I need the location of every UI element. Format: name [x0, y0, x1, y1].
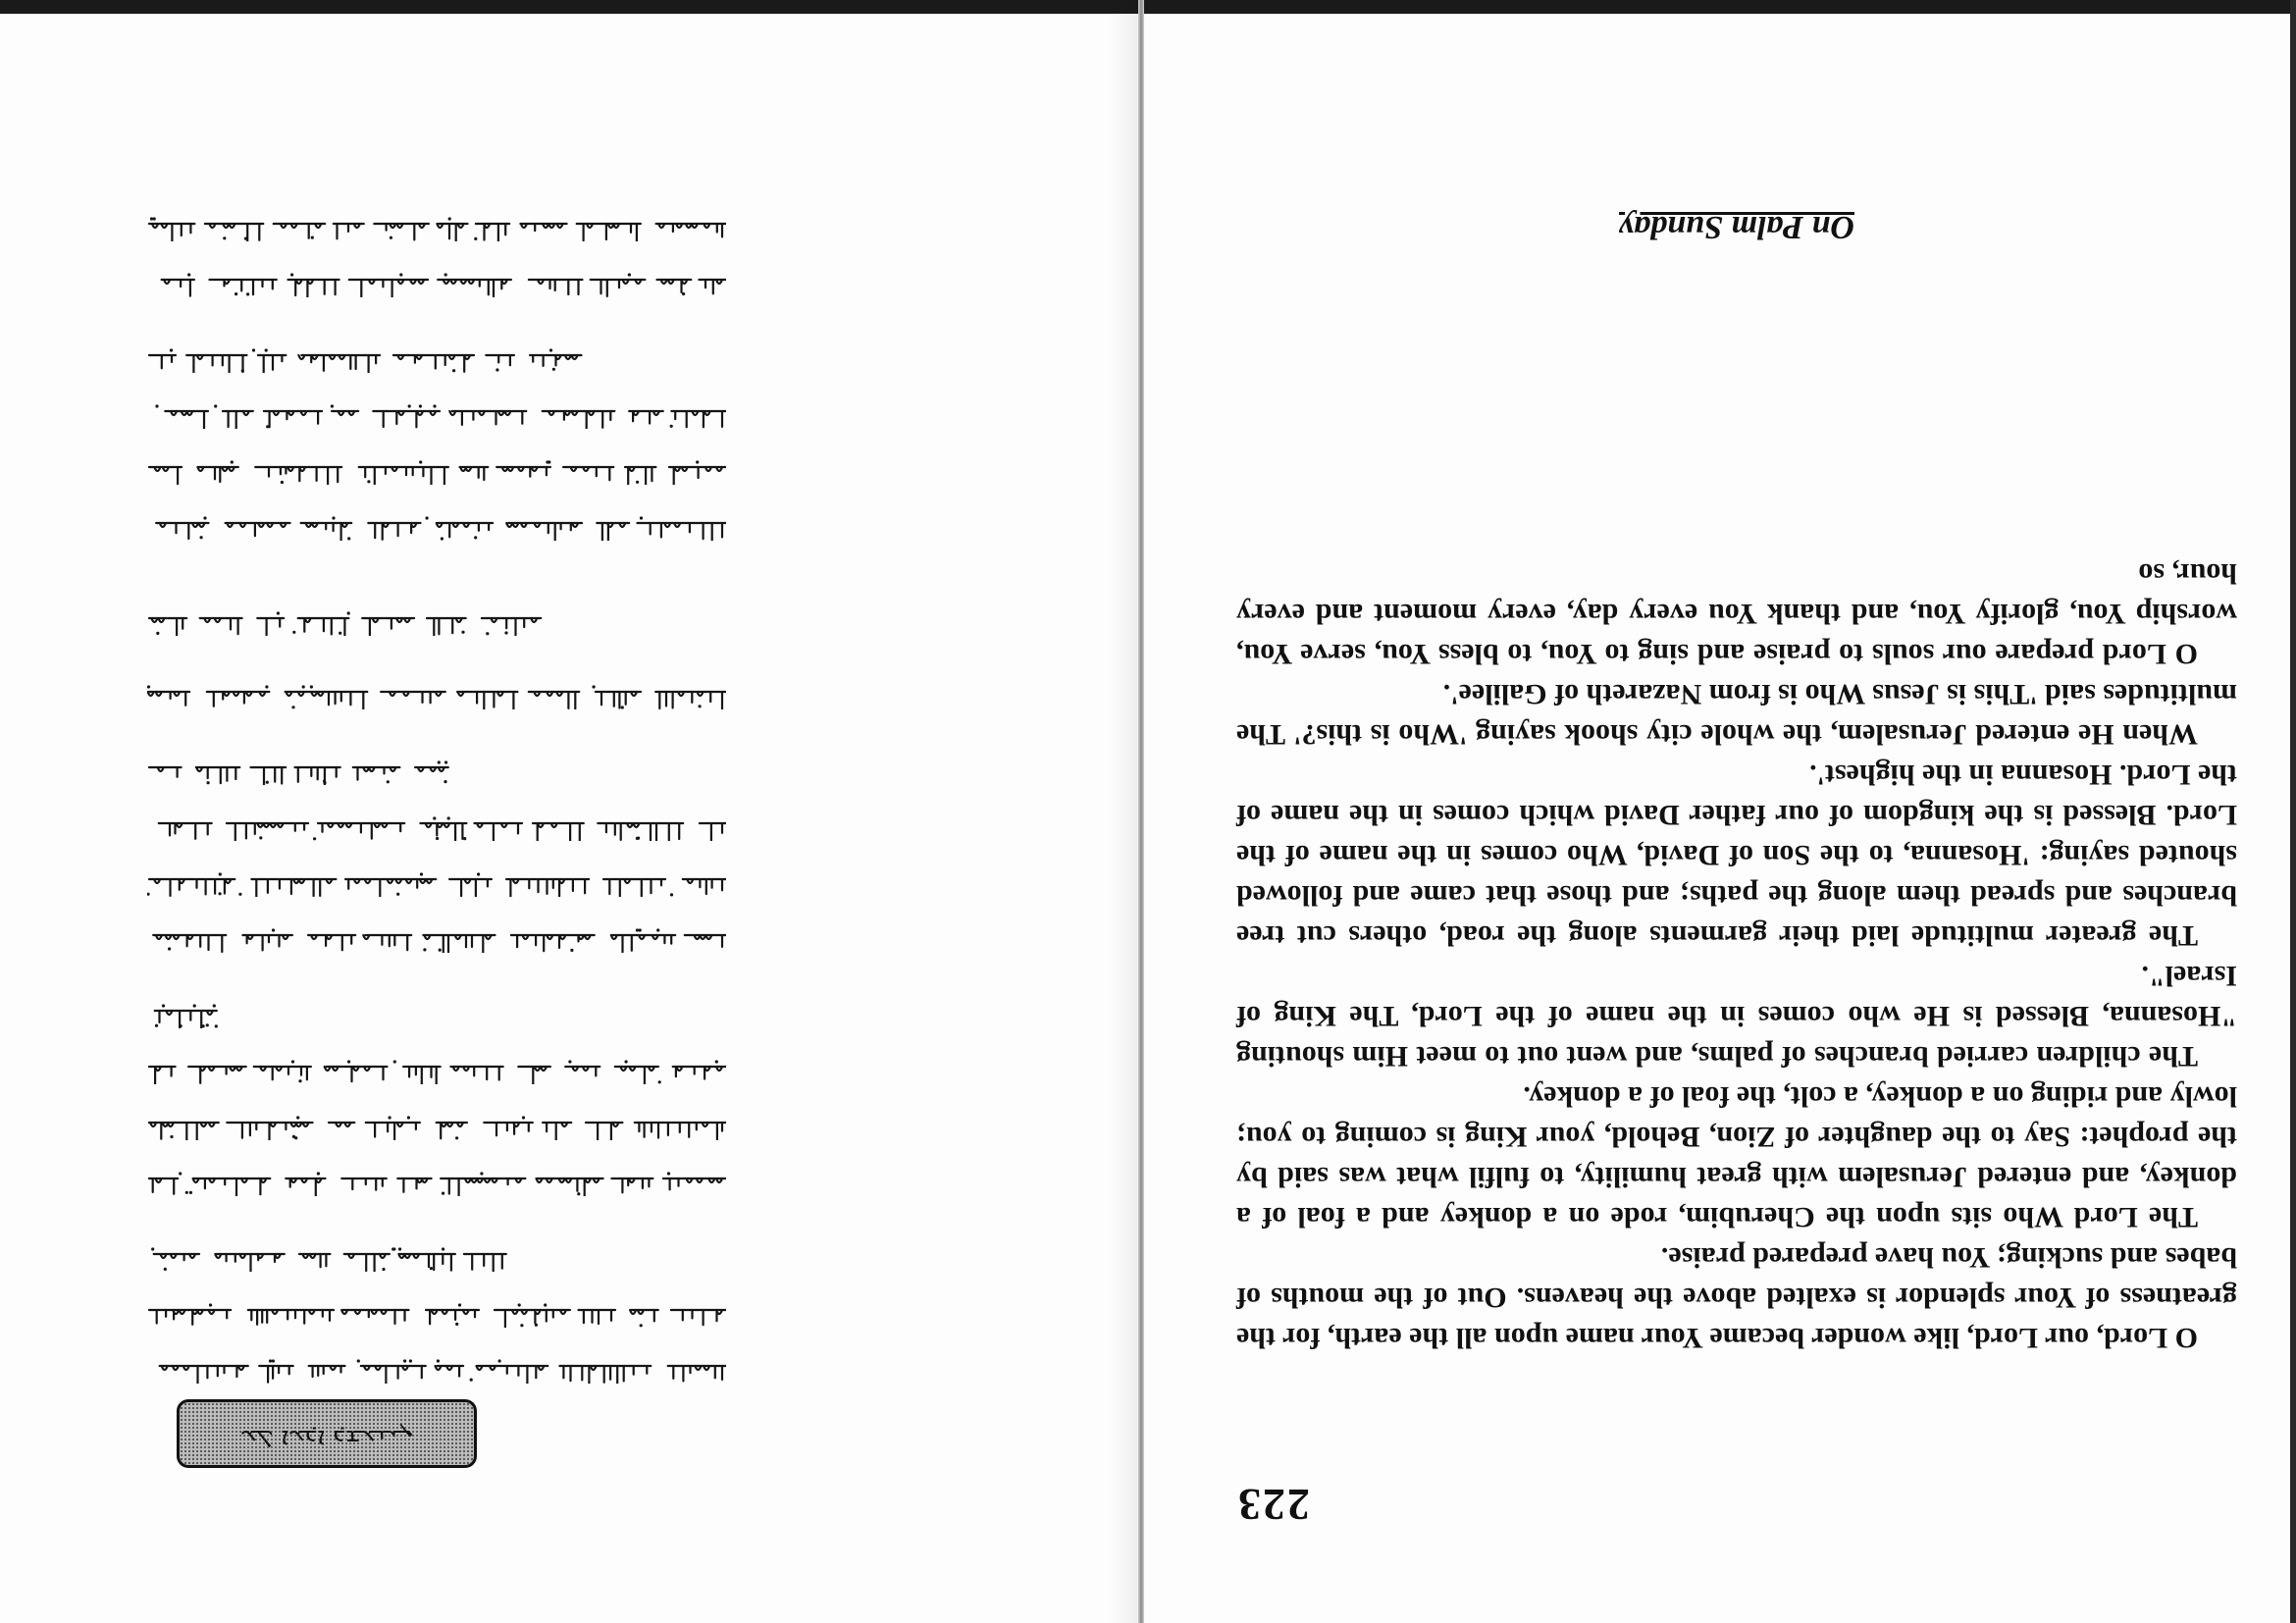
paragraph: The Lord Who sits upon the Cherubim, rode on a donkey and a foal of a donkey, and entered Jerusalem with great humility, to fulfil what was said by the prophet: Say to the daughter of Zion, Behold, your King is coming to you; lowly and riding on a donkey, a colt, the foal of a donkey. [1236, 1080, 2237, 1233]
syriac-text-line [147, 515, 726, 541]
syriac-text-line [147, 871, 726, 897]
syriac-text-line [147, 927, 726, 953]
paragraph: O Lord, our Lord, like wonder became Your name upon all the earth, for the greatness of Your splendor is exalted above the heavens. Out of the mouths of babes and sucking; You have prepared praise. [1236, 1241, 2237, 1354]
syriac-text-line [147, 1003, 726, 1028]
syriac-text-line [147, 1171, 726, 1196]
paragraph: O Lord prepare our souls to praise and sing to You, to bless You, serve You, worship You, glorify You, and thank You every day, every moment and every hour, so [1236, 557, 2237, 670]
paragraph: When He entered Jerusalem, the whole city shook saying 'Who is this?' The multitudes said 'This is Jesus Who is from Nazareth of Galilee'. [1236, 678, 2237, 751]
syriac-text-line [147, 759, 726, 785]
paragraph: The children carried branches of palms, and went out to meet Him shouting "Hosanna, Blessed is He who comes in the name of the Lord, The King of Israel". [1236, 960, 2237, 1073]
english-text-block [1236, 279, 2237, 1358]
syriac-text-line [147, 347, 726, 373]
syriac-text-line [147, 1246, 726, 1272]
syriac-text-line [147, 1302, 726, 1328]
section-header-text: ܥܠ ܐܥܕܐ ܕܫܥܢܝܢ [240, 1424, 413, 1453]
page-title: On Palm Sunday [1619, 209, 1854, 245]
scan-top-border [0, 0, 2296, 14]
book-gutter [1138, 0, 1144, 1623]
syriac-text-line [147, 1115, 726, 1140]
page-number: 223 [1236, 1480, 1310, 1530]
scan-right-border [2290, 0, 2296, 1623]
syriac-text-line [147, 610, 726, 636]
syriac-text-line [147, 1059, 726, 1084]
syriac-text-line [147, 815, 726, 841]
syriac-text-line [147, 459, 726, 485]
paragraph: The greater multitude laid their garments along the road, others cut tree branches and spread them along the paths; and those that came and followed shouted saying: 'Hosanna, to the Son of David, Who comes in the name of the Lord. Blessed is the kingdom of our father David which comes in the name of the Lord. Hosanna in the highest'. [1236, 759, 2237, 952]
syriac-text-line [147, 403, 726, 429]
syriac-text-line [147, 1358, 726, 1384]
right-page-english [1236, 118, 2237, 1531]
syriac-text-line [147, 272, 726, 297]
section-header-box [177, 1399, 477, 1468]
left-page-syriac [147, 206, 726, 1453]
syriac-text-line [147, 684, 726, 709]
syriac-text-line [147, 216, 726, 241]
gutter-shadow [1109, 0, 1138, 1623]
